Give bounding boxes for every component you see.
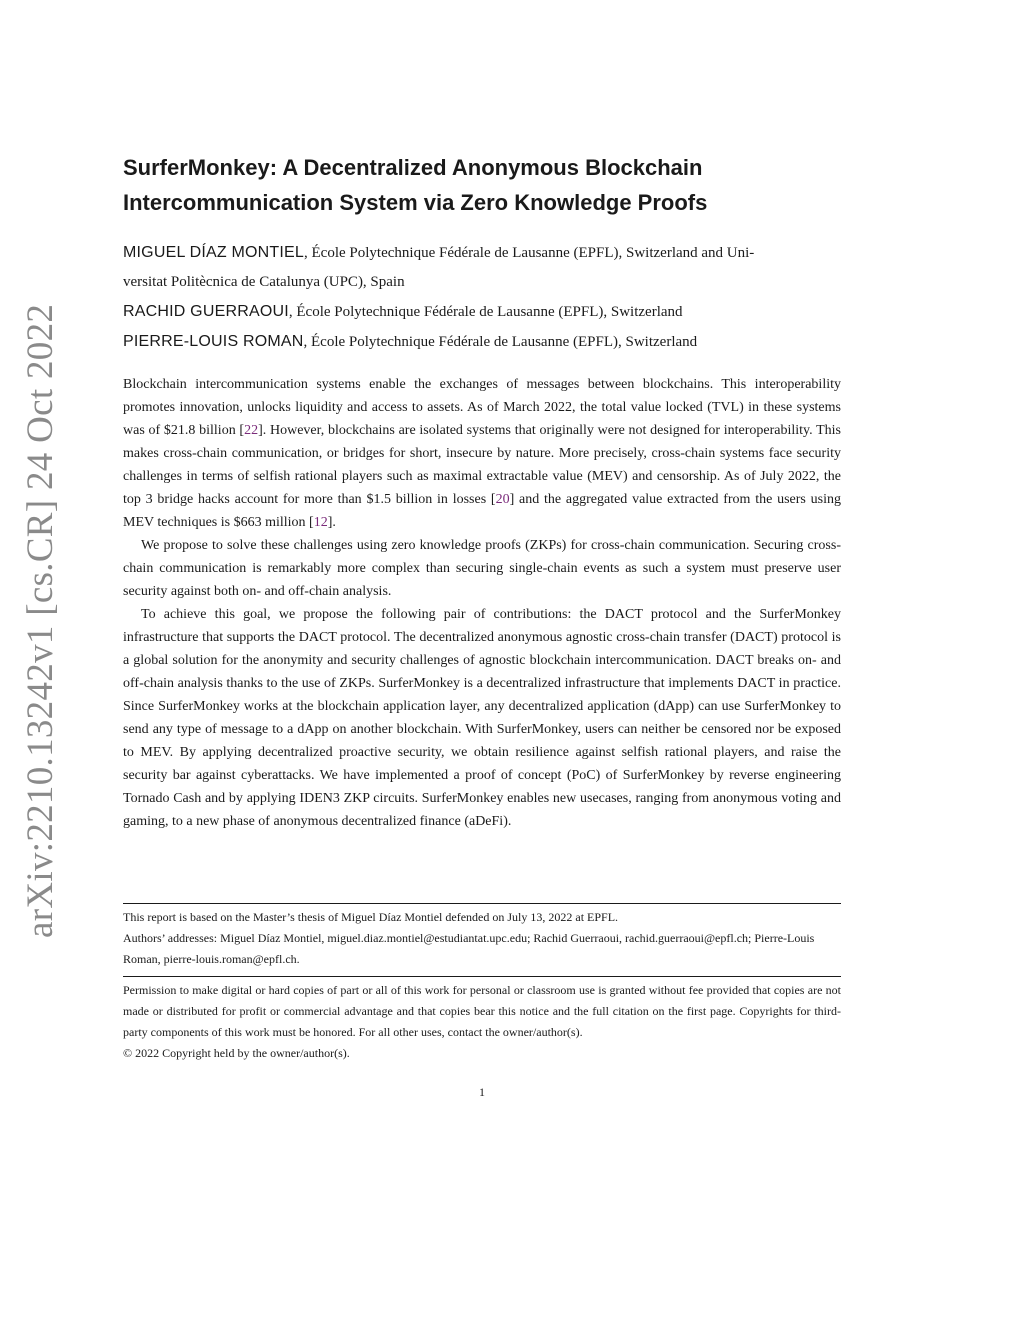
author-entry: RACHID GUERRAOUI, École Polytechnique Fédérale de Lausanne (EPFL), Switzerland	[123, 303, 683, 320]
copyright-line: © 2022 Copyright held by the owner/author(s).	[123, 1046, 350, 1060]
title-line-1: SurferMonkey: A Decentralized Anonymous Blockchain	[123, 155, 703, 180]
citation-link[interactable]: 20	[495, 492, 510, 507]
author-entry: PIERRE-LOUIS ROMAN, École Polytechnique Fédérale de Lausanne (EPFL), Switzerland	[123, 333, 698, 350]
author-affiliation: École Polytechnique Fédérale de Lausanne (EPFL), Switzerland	[296, 304, 683, 320]
title-line-2: Intercommunication System via Zero Knowledge Proofs	[123, 190, 708, 215]
arxiv-identifier-stamp: arXiv:2210.13242v1 [cs.CR] 24 Oct 2022	[20, 303, 61, 938]
abstract-paragraph: We propose to solve these challenges using zero knowledge proofs (ZKPs) for cross-chain communication. Securing cross-chain communication is remarkably more complex than securing single-chain events as such a system must preserve user security against both on- and off-chain analysis.	[123, 538, 841, 599]
permission-text: Permission to make digital or hard copies of part or all of this work for personal or classroom use is granted without fee provided that copies are not made or distributed for profit or commercial advantage and that copies bear this notice and the full citation on the first page. Copyrights for third-party components of this work must be honored. For all other uses, contact the owner/author(s).	[123, 983, 841, 1039]
abstract-paragraph: To achieve this goal, we propose the following pair of contributions: the DACT protocol and the SurferMonkey infrastructure that supports the DACT protocol. The decentralized anonymous agnostic cross-chain transfer (DACT) protocol is a global solution for the anonymity and security challenges of agnostic blockchain intercommunication. DACT breaks on- and off-chain analysis thanks to the use of ZKPs. SurferMonkey is a decentralized infrastructure that implements DACT in practice. Since SurferMonkey works at the blockchain application layer, any decentralized application (dApp) can use SurferMonkey to send any type of message to a dApp on another blockchain. With SurferMonkey, users can neither be censored nor be exposed to MEV. By applying decentralized proactive security, we obtain resilience against selfish rational players, and raise the security bar against cyberattacks. We have implemented a proof of concept (PoC) of SurferMonkey by reverse engineering Tornado Cash and by applying IDEN3 ZKP circuits. SurferMonkey enables new usecases, ranging from anonymous voting and gaming, to a new phase of anonymous decentralized finance (aDeFi).	[123, 607, 841, 829]
citation-link[interactable]: 12	[313, 515, 328, 530]
citation-link[interactable]: 22	[244, 423, 259, 438]
paper-title	[123, 150, 841, 220]
authors-addresses: Authors’ addresses: Miguel Díaz Montiel, miguel.diaz.montiel@estudiantat.upc.edu; Rachid Guerraoui, rachid.guerraoui@epfl.ch; Pierre-Louis Roman, pierre-louis.roman@epfl.ch.	[123, 931, 815, 966]
paper-first-page	[123, 150, 841, 1099]
author-name: RACHID GUERRAOUI	[123, 303, 289, 320]
author-affiliation: École Polytechnique Fédérale de Lausanne (EPFL), Switzerland and Uni-	[311, 245, 755, 261]
author-name: MIGUEL DÍAZ MONTIEL	[123, 244, 305, 261]
author-affiliation-continued: versitat Politècnica de Catalunya (UPC), Spain	[123, 274, 405, 290]
abstract-text: ]. However, blockchains are isolated systems that originally were not designed for interoperability. This makes cross-chain communication, or bridges for short, insecure by nature. More precisely, cross-chain systems face security challenges in terms of selfish rational players such as maximal extractable value (MEV) and censorship. As of July 2022, the top 3 bridge hacks account for more than $1.5 billion in losses [	[123, 423, 841, 507]
thesis-note: This report is based on the Master’s thesis of Miguel Díaz Montiel defended on July 13, 2022 at EPFL.	[123, 910, 619, 924]
author-entry: MIGUEL DÍAZ MONTIEL, École Polytechnique Fédérale de Lausanne (EPFL), Switzerland and Uni- versitat Politècnica de Catalunya (UPC), Spain	[123, 244, 755, 290]
permission-notice	[123, 977, 841, 1064]
page-number: 1	[479, 1085, 485, 1099]
abstract-text: ].	[327, 515, 336, 530]
author-name: PIERRE-LOUIS ROMAN	[123, 333, 304, 350]
abstract-text: ] and the aggregated value extracted from the users using MEV techniques is $663 million [	[123, 492, 841, 530]
author-notes	[123, 904, 841, 976]
author-list	[123, 238, 841, 357]
footnotes	[123, 903, 841, 1064]
abstract	[123, 373, 841, 833]
author-affiliation: École Polytechnique Fédérale de Lausanne (EPFL), Switzerland	[311, 334, 698, 350]
abstract-text: Blockchain intercommunication systems enable the exchanges of messages between blockchains. This interoperability promotes innovation, unlocks liquidity and access to assets. As of March 2022, the total value locked (TVL) in these systems was of $21.8 billion [	[123, 377, 841, 438]
abstract-paragraph	[123, 373, 841, 534]
